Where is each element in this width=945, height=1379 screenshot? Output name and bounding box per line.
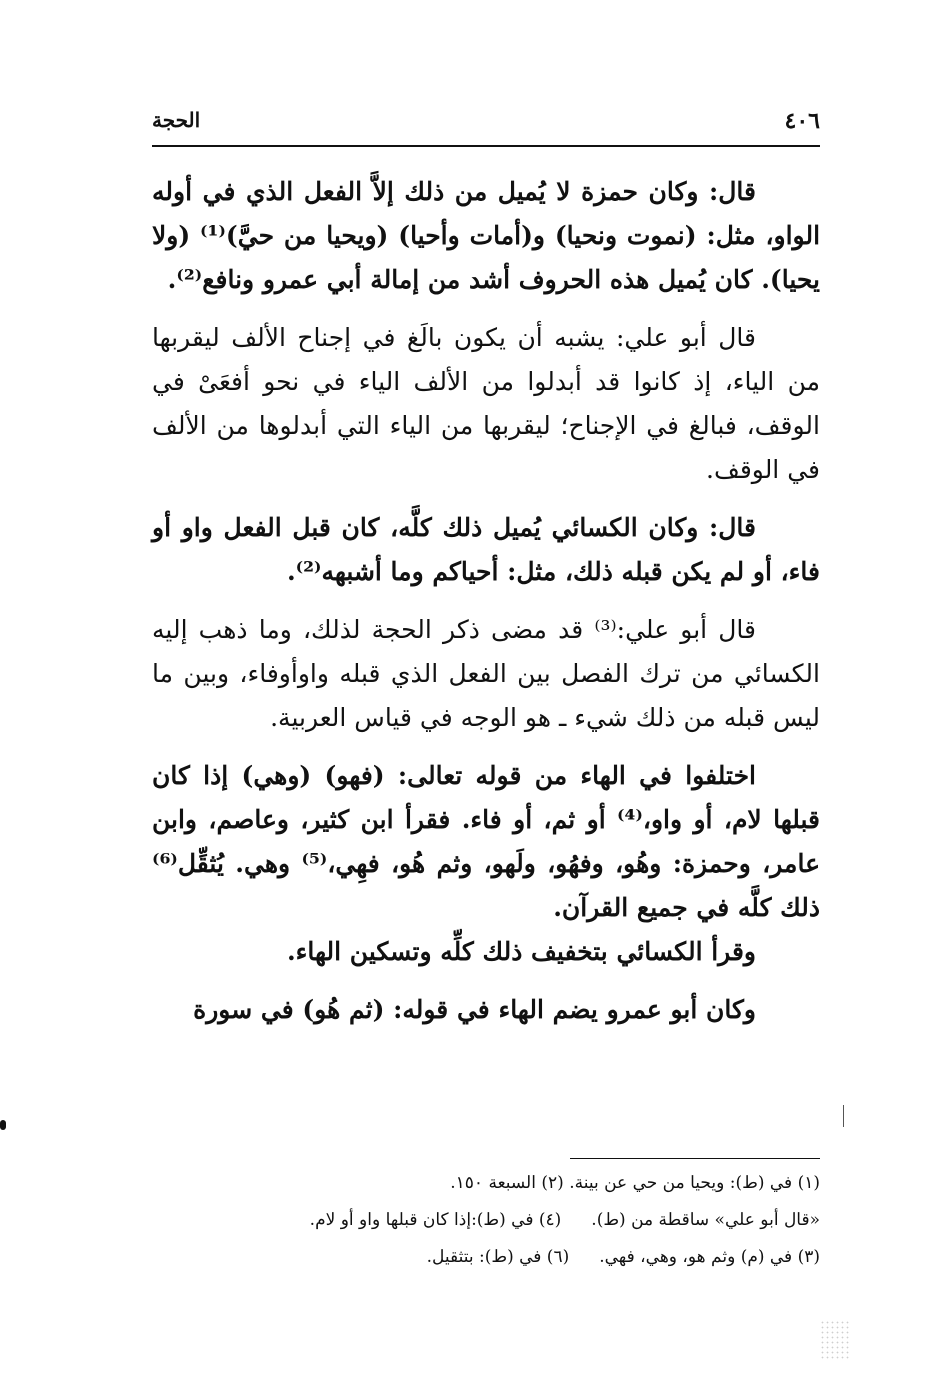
footnote-3-5: (٣) في (م) وثم هو، وهي، فهي. xyxy=(599,1247,820,1267)
footnote-line-1: (١) في (ط): ويحيا من حي عن بينة. (٢) السبعة ١٥٠. xyxy=(450,1173,820,1193)
paragraph-kisai-takhfif: وقرأ الكسائي بتخفيف ذلك كلِّه وتسكين الهاء. xyxy=(286,937,756,966)
running-title: الحجة xyxy=(152,108,201,132)
margin-tick xyxy=(843,1105,844,1127)
footnote-line-2 xyxy=(130,1202,820,1239)
scan-speckle xyxy=(820,1320,850,1360)
paragraph-abu-ali-2: قال أبو علي:⁽³⁾ قد مضى ذكر الحجة لذلك، وما ذهب إليه الكسائي من ترك الفصل بين الفعل الذي قبله واوأوفاء، وبين ما ليس قبله من ذلك شيء ـ هو الوجه في قياس العربية. xyxy=(152,615,820,732)
paragraph-kisai-imala: قال: وكان الكسائي يُميل ذلك كلَّه، كان قبل الفعل واو أو فاء، أو لم يكن قبله ذلك، مثل: أحياكم وما أشبهه⁽²⁾. xyxy=(152,513,820,586)
paragraph-hamza-imala: قال: وكان حمزة لا يُميل من ذلك إلاَّ الفعل الذي في أوله الواو، مثل: (نموت ونحيا) و(أمات وأحيا) (ويحيا من حيَّ)⁽¹⁾ (ولا يحيا). كان يُميل هذه الحروف أشد من إمالة أبي عمرو ونافع⁽²⁾. xyxy=(152,177,821,294)
paragraph-haa-dispute: اختلفوا في الهاء من قوله تعالى: (فهو) (وهي) إذا كان قبلها لام، أو واو،⁽⁴⁾ أو ثم، أو فاء. فقرأ ابن كثير، وعاصم، وابن عامر، وحمزة: وهُو، وفهُو، ولَهو، وثم هُو، فهِي،⁽⁵⁾ وهي. يُثقِّل⁽⁶⁾ ذلك كلَّه في جميع القرآن. xyxy=(152,761,821,922)
footnote-6: (٦) في (ط): بتثقيل. xyxy=(426,1247,570,1267)
paragraph-abu-ali-1: قال أبو علي: يشبه أن يكون بالَغ في إجناح الألف ليقربها من الياء، إذ كانوا قد أبدلوا من الألف الياء في نحو أفعَىْ في الوقف، فبالغ في الإجناح؛ ليقربها من الياء التي أبدلوها من الألف في الوقف. xyxy=(152,323,820,484)
footnotes xyxy=(130,1165,820,1276)
page-header xyxy=(152,108,820,142)
footnote-3-continued: «قال أبو علي» ساقطة من (ط). xyxy=(591,1210,820,1230)
footnote-4: (٤) في (ط):إذا كان قبلها واو أو لام. xyxy=(309,1210,562,1230)
footnote-rule xyxy=(570,1158,820,1159)
footnote-line-3 xyxy=(130,1239,820,1276)
paragraph-abu-amr: وكان أبو عمرو يضم الهاء في قوله: (ثم هُو) في سورة xyxy=(193,995,756,1024)
main-text xyxy=(152,170,820,1046)
scan-edge-mark xyxy=(0,1120,6,1130)
header-rule xyxy=(152,145,820,147)
page-number: ٤٠٦ xyxy=(784,108,820,134)
